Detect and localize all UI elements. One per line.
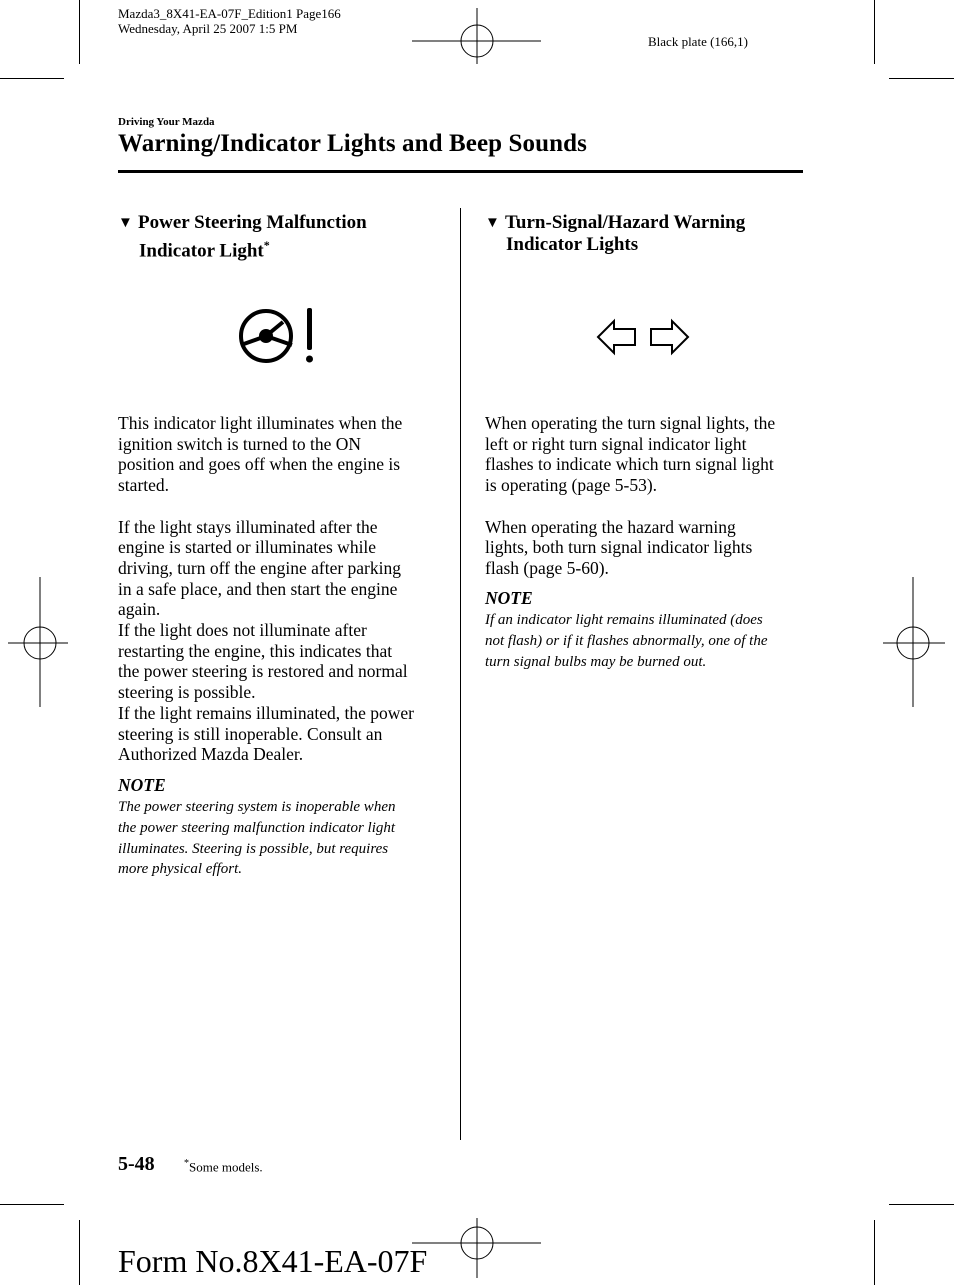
page-title: Warning/Indicator Lights and Beep Sounds	[118, 130, 587, 157]
print-header-file: Mazda3_8X41-EA-07F_Edition1 Page166	[118, 6, 341, 21]
right-body: When operating the turn signal lights, the left or right turn signal indicator light flashes to indicate which turn signal light is operating (page 5-53). When operating the hazard warning lights, both turn signal indicator lights flash (page 5-60).	[485, 413, 776, 578]
footnote: *Some models.	[184, 1158, 263, 1175]
print-header-date: Wednesday, April 25 2007 1:5 PM	[118, 21, 298, 36]
heading-footnote-mark: *	[263, 238, 270, 252]
heading-triangle-icon: ▼	[485, 215, 500, 231]
left-heading: ▼ Power Steering Malfunction Indicator Light*	[118, 212, 367, 262]
form-number: Form No.8X41-EA-07F	[118, 1243, 428, 1279]
print-header-plate: Black plate (166,1)	[648, 34, 748, 49]
right-note-label: NOTE	[485, 588, 533, 608]
turn-signal-arrows-icon	[596, 318, 690, 356]
footnote-mark: *	[184, 1158, 189, 1169]
title-rule	[118, 170, 803, 173]
heading-triangle-icon: ▼	[118, 215, 133, 231]
left-body: This indicator light illuminates when the ignition switch is turned to the ON position and goes off when the engine is started. If the light stays illuminated after the engine is started or illuminates while driving, turn off the engine after parking in a safe place, and then start the engine again. If the light does not illuminate after restarting the engine, this indicates that the power steering is restored and normal steering is possible. If the light remains illuminated, the power steering is still inoperable. Consult an Authorized Mazda Dealer.	[118, 413, 414, 765]
left-note-text: The power steering system is inoperable when the power steering malfunction indicator light illuminates. Steering is possible, but requires more physical effort.	[118, 799, 396, 878]
power-steering-warning-icon	[236, 305, 322, 367]
page-number: 5-48	[118, 1153, 155, 1175]
right-heading: ▼ Turn-Signal/Hazard Warning Indicator Lights	[485, 212, 746, 255]
left-note-label: NOTE	[118, 775, 166, 795]
section-kicker: Driving Your Mazda	[118, 116, 215, 128]
column-divider	[460, 208, 461, 1140]
right-note-text: If an indicator light remains illuminated (does not flash) or if it flashes abnormally, one of the turn signal bulbs may be burned out.	[485, 612, 768, 670]
